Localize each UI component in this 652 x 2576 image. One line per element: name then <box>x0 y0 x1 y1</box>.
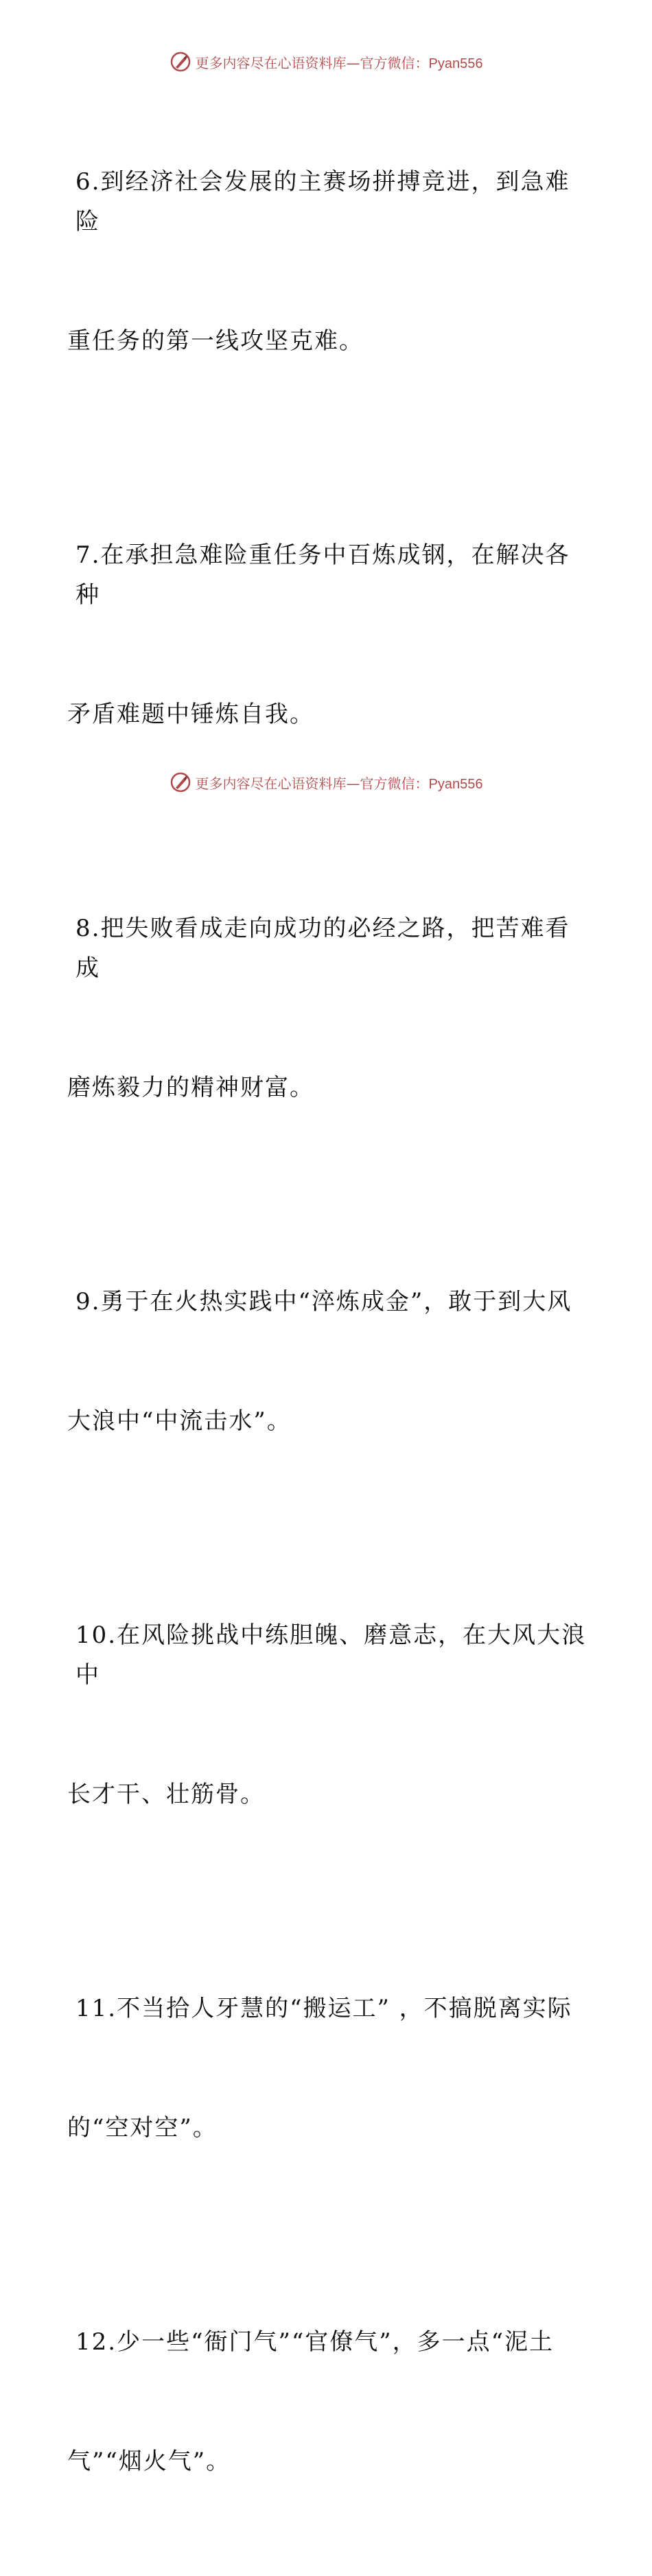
footer-banner <box>0 769 652 796</box>
list-item <box>67 829 589 1187</box>
item-line: 9.勇于在火热实践中“淬炼成金”，敢于到大风 <box>75 1288 572 1315</box>
banner-label: 更多内容尽在心语资料库—官方微信： <box>195 54 429 71</box>
item-line: 8.把失败看成走向成功的必经之路，把苦难看成 <box>75 915 570 982</box>
item-line: 的“空对空”。 <box>67 2114 218 2142</box>
list-item <box>67 1202 589 1521</box>
list-item <box>67 456 589 814</box>
item-line: 6.到经济社会发展的主赛场拼搏竞进，到急难险 <box>75 168 570 235</box>
list-item <box>67 2243 589 2561</box>
list-item <box>67 1909 589 2227</box>
item-line: 大浪中“中流击水”。 <box>67 1407 292 1435</box>
pen-nib-logo-icon <box>170 771 191 793</box>
item-line: 11.不当拾人牙慧的“搬运工” ，不搞脱离实际 <box>75 1995 572 2022</box>
item-line: 磨炼毅力的精神财富。 <box>67 1074 314 1101</box>
banner-text <box>196 773 483 793</box>
list-item <box>67 1536 589 1894</box>
list-item <box>67 82 589 441</box>
item-line: 12.少一些“衙门气”“官僚气”，多一点“泥土 <box>75 2328 554 2356</box>
banner-label: 更多内容尽在心语资料库—官方微信： <box>195 775 429 792</box>
item-line: 矛盾难题中锤炼自我。 <box>67 701 314 728</box>
wechat-id: Pyan556 <box>428 776 483 792</box>
wechat-id: Pyan556 <box>428 56 483 71</box>
item-line: 气”“烟火气”。 <box>67 2448 231 2475</box>
item-line: 长才干、壮筋骨。 <box>67 1781 265 1808</box>
item-line: 重任务的第一线攻坚克难。 <box>67 327 364 355</box>
item-line: 10.在风险挑战中练胆魄、磨意志，在大风大浪中 <box>75 1621 587 1689</box>
pen-nib-logo-icon <box>170 51 191 73</box>
item-line: 7.在承担急难险重任务中百炼成钢，在解决各种 <box>75 541 570 609</box>
header-banner <box>0 48 652 75</box>
document-body <box>67 82 589 2576</box>
banner-text <box>196 52 483 72</box>
